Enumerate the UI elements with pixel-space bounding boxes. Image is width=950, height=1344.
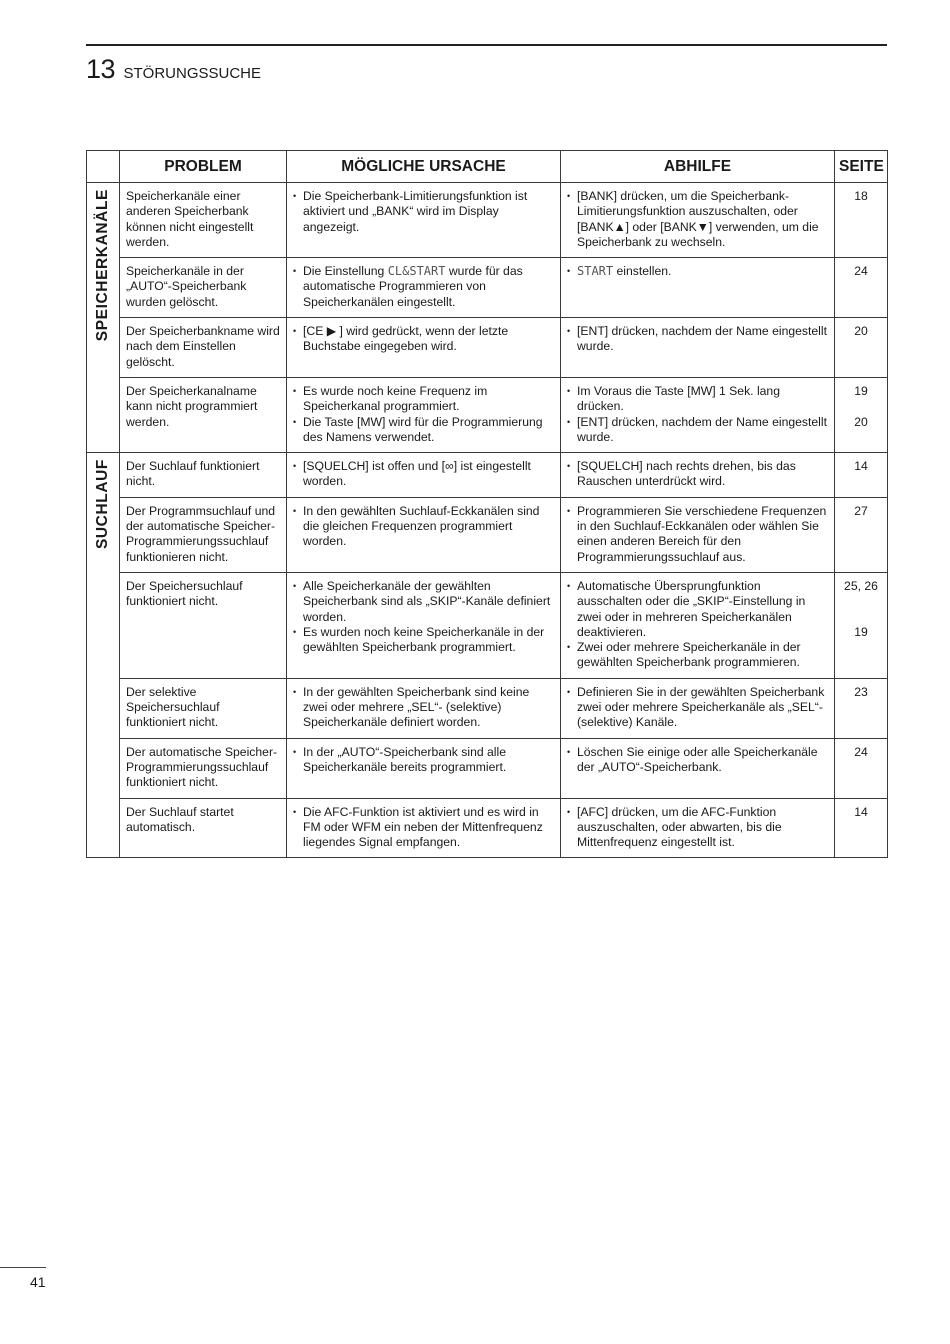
cause-text: Die Einstellung <box>303 264 388 279</box>
cause-list <box>293 745 554 776</box>
table-row <box>87 572 888 678</box>
chapter-number: 13 <box>86 54 116 84</box>
remedy-text: Löschen Sie einige oder alle Speicherkanäle der „AUTO“-Speicherbank. <box>577 744 818 774</box>
cause-list <box>293 459 554 490</box>
table-row <box>87 738 888 798</box>
page-ref-cell <box>835 678 888 738</box>
problem-cell: Der Suchlauf startet automatisch. <box>120 798 287 858</box>
remedy-cell <box>561 377 835 452</box>
remedy-item <box>567 685 828 731</box>
remedy-item <box>567 640 828 671</box>
remedy-text: [AFC] drücken, um die AFC-Funktion auszuschalten, oder abwarten, bis die Mittenfrequenz eingestellt ist. <box>577 804 782 850</box>
remedy-cell <box>561 678 835 738</box>
cause-cell <box>287 798 561 858</box>
cause-list <box>293 189 554 235</box>
cause-list <box>293 504 554 550</box>
remedy-cell <box>561 738 835 798</box>
cause-text: In der gewählten Speicherbank sind keine zwei oder mehrere „SEL“- (selektive) Speicherkanäle definiert worden. <box>303 684 530 730</box>
cause-cell <box>287 497 561 572</box>
cause-list <box>293 579 554 655</box>
cause-item <box>293 805 554 851</box>
chapter-heading <box>86 54 261 85</box>
cause-cell <box>287 183 561 258</box>
problem-cell: Der Speicherbankname wird nach dem Einstellen gelöscht. <box>120 318 287 378</box>
header-section <box>87 151 120 183</box>
remedy-item <box>567 745 828 776</box>
remedy-item <box>567 415 828 446</box>
remedy-list <box>567 324 828 355</box>
page-ref: 24 <box>854 744 868 759</box>
cause-text: [CE ▶ ] wird gedrückt, wenn der letzte Buchstabe eingegeben wird. <box>303 324 509 354</box>
cause-text: Die Taste [MW] wird für die Programmierung des Namens verwendet. <box>303 414 543 444</box>
cause-item <box>293 264 554 310</box>
remedy-list <box>567 264 828 279</box>
remedy-cell <box>561 453 835 498</box>
problem-cell: Der Suchlauf funktioniert nicht. <box>120 453 287 498</box>
problem-cell: Der Programmsuchlauf und der automatische Speicher-Programmierungssuchlauf funktionieren nicht. <box>120 497 287 572</box>
problem-cell: Der automatische Speicher-Programmierungssuchlauf funktioniert nicht. <box>120 738 287 798</box>
page-ref: 20 <box>854 324 868 339</box>
page-ref: 20 <box>854 414 868 429</box>
header-row <box>87 151 888 183</box>
page-ref: 18 <box>854 189 868 203</box>
cause-text: In der „AUTO“-Speicherbank sind alle Speicherkanäle bereits programmiert. <box>303 744 507 774</box>
page-ref-cell <box>835 738 888 798</box>
remedy-item <box>567 324 828 355</box>
remedy-text: Zwei oder mehrere Speicherkanäle in der gewählten Speicherbank programmieren. <box>577 640 801 670</box>
cause-item <box>293 384 554 415</box>
remedy-item <box>567 504 828 565</box>
cause-list <box>293 324 554 355</box>
table-row <box>87 798 888 858</box>
top-rule <box>86 44 887 46</box>
remedy-cell <box>561 572 835 678</box>
remedy-list <box>567 685 828 731</box>
page-ref: 14 <box>854 804 868 819</box>
page-ref: 19 <box>854 383 868 398</box>
page-ref: 27 <box>854 503 868 518</box>
page-ref: 14 <box>854 459 868 474</box>
cause-text: In den gewählten Suchlauf-Eckkanälen sind die gleichen Frequenzen programmiert worden. <box>303 503 540 549</box>
remedy-item <box>567 805 828 851</box>
cause-cell <box>287 377 561 452</box>
problem-cell: Der Speicherkanalname kann nicht programmiert werden. <box>120 377 287 452</box>
section-label: SUCHLAUF <box>94 459 112 550</box>
lcd-display-text: CL&START <box>387 264 446 279</box>
page-ref-cell <box>835 258 888 318</box>
problem-cell: Speicherkanäle einer anderen Speicherbank können nicht eingestellt werden. <box>120 183 287 258</box>
page-ref-cell <box>835 453 888 498</box>
page-number: 41 <box>30 1274 46 1290</box>
cause-list <box>293 384 554 445</box>
remedy-list <box>567 459 828 490</box>
remedy-cell <box>561 318 835 378</box>
cause-list <box>293 264 554 310</box>
section-label-cell <box>87 453 120 858</box>
chapter-title: STÖRUNGSSUCHE <box>123 65 262 82</box>
cause-cell <box>287 738 561 798</box>
remedy-list <box>567 579 828 671</box>
section-label-cell <box>87 183 120 453</box>
cause-text: [SQUELCH] ist offen und [∞] ist eingestellt worden. <box>303 459 531 489</box>
remedy-text: einstellen. <box>613 264 672 279</box>
remedy-item <box>567 579 828 640</box>
page-ref: 19 <box>854 624 868 639</box>
page-ref-cell <box>835 497 888 572</box>
page-ref-cell <box>835 377 888 452</box>
remedy-list <box>567 805 828 851</box>
page-ref-cell <box>835 798 888 858</box>
header-remedy: ABHILFE <box>561 151 835 183</box>
remedy-cell <box>561 497 835 572</box>
remedy-cell <box>561 183 835 258</box>
page-ref-cell <box>835 318 888 378</box>
cause-item <box>293 459 554 490</box>
page-ref-cell <box>835 572 888 678</box>
remedy-text: [BANK] drücken, um die Speicherbank-Limitierungsfunktion auszuschalten, oder [BANK▲] oder [BANK▼] verwenden, um die Speicherbank zu wechseln. <box>577 189 819 249</box>
page-ref-cell <box>835 183 888 258</box>
remedy-item <box>567 189 828 250</box>
remedy-list <box>567 384 828 445</box>
cause-item <box>293 685 554 731</box>
cause-item <box>293 415 554 446</box>
page-ref <box>841 594 881 609</box>
table-row <box>87 183 888 258</box>
page-ref: 24 <box>854 264 868 279</box>
corner-rule <box>0 1267 46 1268</box>
cause-text: Alle Speicherkanäle der gewählten Speicherbank sind als „SKIP“-Kanäle definiert worden. <box>303 578 551 624</box>
table-row <box>87 377 888 452</box>
remedy-item <box>567 264 828 279</box>
cause-cell <box>287 318 561 378</box>
page-ref <box>841 610 881 625</box>
remedy-text: [ENT] drücken, nachdem der Name eingestellt wurde. <box>577 324 827 354</box>
header-page: SEITE <box>835 151 888 183</box>
problem-cell: Speicherkanäle in der „AUTO“-Speicherbank wurden gelöscht. <box>120 258 287 318</box>
section-label: SPEICHERKANÄLE <box>94 189 112 342</box>
remedy-item <box>567 459 828 490</box>
header-cause: MÖGLICHE URSACHE <box>287 151 561 183</box>
page-ref: 25, 26 <box>844 578 878 593</box>
remedy-cell <box>561 258 835 318</box>
cause-text: Es wurde noch keine Frequenz im Speicherkanal programmiert. <box>303 383 488 414</box>
cause-item <box>293 504 554 550</box>
page-ref: 23 <box>854 684 868 699</box>
cause-item <box>293 324 554 355</box>
remedy-text: [SQUELCH] nach rechts drehen, bis das Rauschen unterdrückt wird. <box>577 459 796 489</box>
problem-cell: Der selektive Speichersuchlauf funktioniert nicht. <box>120 678 287 738</box>
cause-text: Die AFC-Funktion ist aktiviert und es wird in FM oder WFM ein neben der Mittenfrequenz liegendes Signal empfangen. <box>303 804 543 850</box>
remedy-text: Im Voraus die Taste [MW] 1 Sek. lang drücken. <box>577 383 780 414</box>
cause-item <box>293 579 554 625</box>
lcd-display-text: START <box>577 264 614 279</box>
table-row <box>87 453 888 498</box>
remedy-list <box>567 745 828 776</box>
cause-item <box>293 189 554 235</box>
cause-cell <box>287 258 561 318</box>
cause-cell <box>287 678 561 738</box>
remedy-item <box>567 384 828 415</box>
problem-cell: Der Speichersuchlauf funktioniert nicht. <box>120 572 287 678</box>
cause-item <box>293 745 554 776</box>
cause-text: Es wurden noch keine Speicherkanäle in der gewählten Speicherbank programmiert. <box>303 624 545 655</box>
table-body <box>87 183 888 858</box>
remedy-list <box>567 189 828 250</box>
cause-item <box>293 625 554 656</box>
troubleshooting-table <box>86 150 888 858</box>
table-row <box>87 678 888 738</box>
table-row <box>87 497 888 572</box>
page-ref <box>841 399 881 414</box>
cause-cell <box>287 453 561 498</box>
cause-list <box>293 805 554 851</box>
cause-text: wurde für das automatische Programmieren von Speicherkanälen eingestellt. <box>303 264 523 309</box>
remedy-list <box>567 504 828 565</box>
table-row <box>87 318 888 378</box>
remedy-cell <box>561 798 835 858</box>
remedy-text: [ENT] drücken, nachdem der Name eingestellt wurde. <box>577 414 827 444</box>
cause-cell <box>287 572 561 678</box>
remedy-text: Programmieren Sie verschiedene Frequenzen in den Suchlauf-Eckkanälen oder wählen Sie einen anderen Bereich für den Programmierungssuchlauf aus. <box>577 503 827 564</box>
cause-text: Die Speicherbank-Limitierungsfunktion ist aktiviert und „BANK“ wird im Display angezeigt. <box>303 189 528 234</box>
remedy-text: Automatische Übersprungfunktion ausschalten oder die „SKIP“-Einstellung in zwei oder in mehreren Speicherkanälen deaktivieren. <box>577 578 806 639</box>
remedy-text: Definieren Sie in der gewählten Speicherbank zwei oder mehrere Speicherkanäle als „SEL“- (selektive) Kanäle. <box>577 684 825 730</box>
table-row <box>87 258 888 318</box>
header-problem: PROBLEM <box>120 151 287 183</box>
cause-list <box>293 685 554 731</box>
